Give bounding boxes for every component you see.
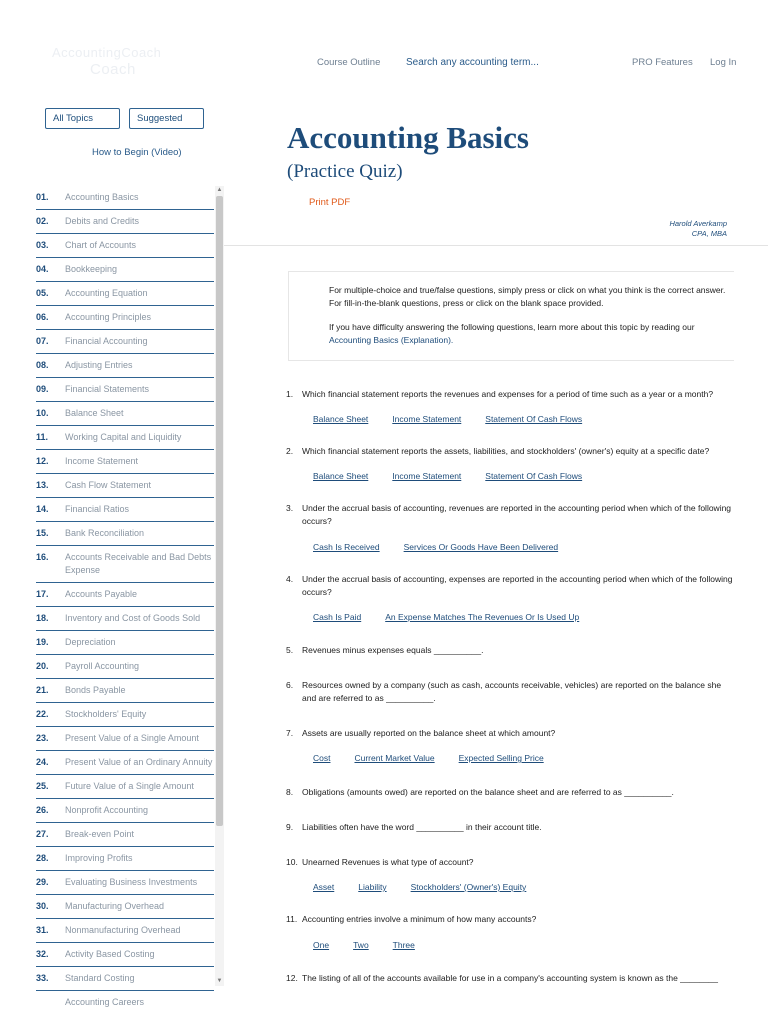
topic-label: Inventory and Cost of Goods Sold: [65, 613, 201, 623]
answer-option-link[interactable]: Asset: [313, 882, 335, 892]
question-number: 12.: [286, 973, 298, 983]
sidebar-topic-item[interactable]: [36, 943, 214, 967]
question-number: 5.: [286, 645, 294, 655]
explanation-link[interactable]: Accounting Basics (Explanation).: [329, 335, 454, 345]
topic-number: 32.: [36, 949, 49, 959]
topic-number: 18.: [36, 613, 49, 623]
answer-option-link[interactable]: Current Market Value: [354, 753, 435, 763]
question-text[interactable]: Resources owned by a company (such as cash, accounts receivable, vehicles) are reported on the balance she and are referred to as __________.: [302, 680, 722, 703]
sidebar-topic-item[interactable]: [36, 871, 214, 895]
topic-number: 30.: [36, 901, 49, 911]
topic-number: 11.: [36, 432, 49, 442]
topic-label: Manufacturing Overhead: [65, 901, 165, 911]
nav-pro-features[interactable]: PRO Features: [632, 57, 693, 68]
scrollbar-thumb[interactable]: [216, 196, 223, 826]
nav-search-link[interactable]: Search any accounting term...: [406, 57, 539, 68]
sidebar-topic-item[interactable]: [36, 498, 214, 522]
sidebar-topic-item[interactable]: [36, 655, 214, 679]
topic-label: Income Statement: [65, 456, 139, 466]
quiz-question: [286, 727, 736, 740]
answer-option-link[interactable]: Services Or Goods Have Been Delivered: [403, 542, 559, 552]
question-number: 4.: [286, 574, 294, 584]
topic-number: 29.: [36, 877, 49, 887]
question-text[interactable]: Unearned Revenues is what type of account?: [302, 857, 474, 867]
sidebar-topic-item[interactable]: [36, 727, 214, 751]
question-text[interactable]: Accounting entries involve a minimum of how many accounts?: [302, 914, 537, 924]
topic-number: 02.: [36, 216, 49, 226]
answer-options: [313, 940, 439, 950]
answer-option-link[interactable]: Cash Is Received: [313, 542, 380, 552]
sidebar-topic-item[interactable]: [36, 450, 214, 474]
topic-number: 07.: [36, 336, 49, 346]
quiz-question: [286, 679, 736, 705]
topic-number: 20.: [36, 661, 49, 671]
topic-label: Standard Costing: [65, 973, 135, 983]
answer-options: [313, 612, 603, 622]
topic-number: 01.: [36, 192, 49, 202]
author-credit[interactable]: [669, 219, 727, 239]
answer-options: [313, 471, 606, 481]
question-number: 3.: [286, 503, 294, 513]
answer-option-link[interactable]: Three: [392, 940, 415, 950]
topic-number: 25.: [36, 781, 49, 791]
how-to-begin-link[interactable]: How to Begin (Video): [92, 147, 182, 158]
topic-number: 06.: [36, 312, 49, 322]
topic-label: Activity Based Costing: [65, 949, 155, 959]
topic-label: Nonmanufacturing Overhead: [65, 925, 181, 935]
suggested-button[interactable]: Suggested: [129, 108, 204, 129]
sidebar-topic-item[interactable]: [36, 583, 214, 607]
question-text[interactable]: Obligations (amounts owed) are reported on the balance sheet and are referred to as __________.: [302, 787, 674, 797]
sidebar-item-careers[interactable]: Accounting Careers: [65, 997, 145, 1007]
topic-number: 28.: [36, 853, 49, 863]
sidebar-topic-item[interactable]: [36, 210, 214, 234]
quiz-question: [286, 644, 736, 657]
scroll-down-arrow-icon[interactable]: ▼: [216, 978, 223, 984]
question-text[interactable]: Which financial statement reports the revenues and expenses for a period of time such as a year or a month?: [302, 389, 714, 399]
site-logo[interactable]: [52, 45, 162, 81]
answer-option-link[interactable]: Statement Of Cash Flows: [485, 414, 583, 424]
topic-number: 09.: [36, 384, 49, 394]
topic-label: Bookkeeping: [65, 264, 118, 274]
author-name: Harold Averkamp: [669, 219, 727, 228]
sidebar-topic-item[interactable]: [36, 823, 214, 847]
topic-number: 10.: [36, 408, 49, 418]
topic-label: Chart of Accounts: [65, 240, 137, 250]
topic-number: 15.: [36, 528, 49, 538]
topic-label: Accounts Payable: [65, 589, 138, 599]
topic-number: 08.: [36, 360, 49, 370]
sidebar-topic-item[interactable]: [36, 378, 214, 402]
topic-number: 24.: [36, 757, 49, 767]
sidebar-topic-item[interactable]: [36, 426, 214, 450]
answer-option-link[interactable]: Balance Sheet: [313, 414, 369, 424]
answer-option-link[interactable]: Cash Is Paid: [313, 612, 362, 622]
answer-option-link[interactable]: Balance Sheet: [313, 471, 369, 481]
topic-number: 19.: [36, 637, 49, 647]
topic-number: 03.: [36, 240, 49, 250]
topic-number: 14.: [36, 504, 49, 514]
question-number: 7.: [286, 728, 294, 738]
sidebar-topic-item[interactable]: [36, 895, 214, 919]
sidebar-topic-item[interactable]: [36, 258, 214, 282]
sidebar-topic-item[interactable]: [36, 847, 214, 871]
topic-label: Future Value of a Single Amount: [65, 781, 194, 791]
topic-label: Debits and Credits: [65, 216, 140, 226]
topic-number: 27.: [36, 829, 49, 839]
question-text[interactable]: Revenues minus expenses equals __________.: [302, 645, 484, 655]
topic-number: 12.: [36, 456, 49, 466]
topic-label: Break-even Point: [65, 829, 135, 839]
question-text[interactable]: Under the accrual basis of accounting, revenues are reported in the accounting period when which of the following occurs?: [302, 503, 732, 526]
answer-options: [313, 414, 606, 424]
topic-list: [36, 186, 214, 1014]
instructions-text-2-body: If you have difficulty answering the following questions, learn more about this topic by reading our: [329, 322, 695, 332]
topic-label: Present Value of an Ordinary Annuity: [65, 757, 213, 767]
author-title: CPA, MBA: [691, 229, 727, 238]
sidebar-topic-item[interactable]: [36, 354, 214, 378]
sidebar-topic-item[interactable]: [36, 967, 214, 991]
sidebar-topic-item[interactable]: [36, 186, 214, 210]
topic-number: 21.: [36, 685, 49, 695]
question-text[interactable]: Under the accrual basis of accounting, expenses are reported in the accounting period when which of the following occurs?: [302, 574, 733, 597]
instructions-text-2: [329, 321, 729, 347]
topic-label: Financial Ratios: [65, 504, 130, 514]
topic-label: Accounts Receivable and Bad Debts Expense: [65, 552, 212, 575]
question-number: 9.: [286, 822, 294, 832]
sidebar-topic-item[interactable]: [36, 402, 214, 426]
sidebar-topic-item[interactable]: [36, 775, 214, 799]
sidebar-topic-item[interactable]: [36, 631, 214, 655]
question-number: 8.: [286, 787, 294, 797]
sidebar-topic-item[interactable]: [36, 330, 214, 354]
sidebar-topic-item[interactable]: [36, 306, 214, 330]
instructions-text-1: For multiple-choice and true/false questions, simply press or click on what you think is the correct answer. For fill-in-the-blank questions, press or click on the blank space provided.: [329, 285, 726, 308]
topic-label: Evaluating Business Investments: [65, 877, 198, 887]
divider: [224, 245, 768, 246]
topic-label: Stockholders' Equity: [65, 709, 147, 719]
question-number: 6.: [286, 680, 294, 690]
topic-number: 22.: [36, 709, 49, 719]
sidebar-topic-item[interactable]: [36, 679, 214, 703]
instructions-box: [288, 271, 734, 361]
sidebar-topic-item[interactable]: [36, 546, 214, 583]
answer-options: [313, 542, 582, 552]
topic-number: 13.: [36, 480, 49, 490]
topic-label: Adjusting Entries: [65, 360, 133, 370]
answer-option-link[interactable]: Cost: [313, 753, 331, 763]
answer-option-link[interactable]: Two: [353, 940, 369, 950]
quiz-question: [286, 972, 736, 985]
answer-option-link[interactable]: Liability: [358, 882, 387, 892]
question-text[interactable]: The listing of all of the accounts available for use in a company's accounting system is known as the ________: [302, 973, 719, 983]
answer-options: [313, 882, 550, 892]
page-title: Accounting Basics: [287, 120, 529, 155]
topic-label: Bonds Payable: [65, 685, 126, 695]
sidebar-topic-item[interactable]: [36, 282, 214, 306]
answer-option-link[interactable]: Income Statement: [392, 471, 462, 481]
question-number: 11.: [286, 914, 298, 924]
quiz-question: [286, 445, 736, 458]
quiz-question: [286, 913, 736, 926]
topic-label: Accounting Equation: [65, 288, 148, 298]
sidebar-topic-item[interactable]: [36, 522, 214, 546]
logo-line-1: AccountingCoach: [52, 45, 162, 60]
sidebar-topic-item[interactable]: [36, 474, 214, 498]
topic-label: Financial Statements: [65, 384, 150, 394]
quiz-question: [286, 856, 736, 869]
quiz-question: [286, 388, 736, 401]
topic-number: 33.: [36, 973, 49, 983]
answer-option-link[interactable]: Statement Of Cash Flows: [485, 471, 583, 481]
sidebar-topic-item[interactable]: [36, 751, 214, 775]
sidebar-topic-item[interactable]: [36, 799, 214, 823]
scroll-up-arrow-icon[interactable]: ▲: [216, 187, 223, 193]
topic-label: Nonprofit Accounting: [65, 805, 149, 815]
topic-label: Cash Flow Statement: [65, 480, 152, 490]
topic-number: 16.: [36, 552, 49, 562]
topic-number: 26.: [36, 805, 49, 815]
quiz-question: [286, 786, 736, 799]
topic-label: Accounting Basics: [65, 192, 139, 202]
page-subtitle: (Practice Quiz): [287, 161, 403, 182]
topic-number: 23.: [36, 733, 49, 743]
question-number: 1.: [286, 389, 294, 399]
nav-course-outline[interactable]: Course Outline: [317, 57, 381, 68]
question-number: 2.: [286, 446, 294, 456]
topic-number: 05.: [36, 288, 49, 298]
answer-option-link[interactable]: Income Statement: [392, 414, 462, 424]
topic-number: 04.: [36, 264, 49, 274]
sidebar-scrollbar[interactable]: [215, 186, 224, 986]
answer-option-link[interactable]: Stockholders' (Owner's) Equity: [410, 882, 527, 892]
topic-label: Depreciation: [65, 637, 116, 647]
topic-label: Working Capital and Liquidity: [65, 432, 182, 442]
topic-number: 31.: [36, 925, 49, 935]
topic-label: Present Value of a Single Amount: [65, 733, 199, 743]
topic-label: Balance Sheet: [65, 408, 124, 418]
sidebar-topic-item[interactable]: [36, 607, 214, 631]
logo-line-2: Coach: [90, 61, 136, 78]
answer-option-link[interactable]: One: [313, 940, 330, 950]
answer-option-link[interactable]: An Expense Matches The Revenues Or Is Used Up: [385, 612, 580, 622]
topic-label: Accounting Principles: [65, 312, 152, 322]
top-header: [0, 0, 768, 100]
topic-label: Payroll Accounting: [65, 661, 140, 671]
topic-label: Bank Reconciliation: [65, 528, 145, 538]
topic-label: Financial Accounting: [65, 336, 148, 346]
sidebar-topic-item[interactable]: [36, 703, 214, 727]
answer-option-link[interactable]: Expected Selling Price: [458, 753, 544, 763]
all-topics-button[interactable]: All Topics: [45, 108, 120, 129]
topic-number: 17.: [36, 589, 49, 599]
question-text[interactable]: Which financial statement reports the assets, liabilities, and stockholders' (owner's) equity at a specific date?: [302, 446, 710, 456]
sidebar-topic-item[interactable]: [36, 919, 214, 943]
sidebar-topic-item[interactable]: [36, 234, 214, 258]
topic-label: Improving Profits: [65, 853, 133, 863]
print-pdf-link[interactable]: Print PDF: [309, 197, 351, 208]
question-text[interactable]: Liabilities often have the word __________ in their account title.: [302, 822, 542, 832]
quiz-question: [286, 821, 736, 834]
question-text[interactable]: Assets are usually reported on the balance sheet at which amount?: [302, 728, 556, 738]
quiz-question: [286, 573, 736, 599]
answer-options: [313, 753, 568, 763]
nav-login[interactable]: Log In: [710, 57, 737, 68]
question-number: 10.: [286, 857, 298, 867]
quiz-question: [286, 502, 736, 528]
